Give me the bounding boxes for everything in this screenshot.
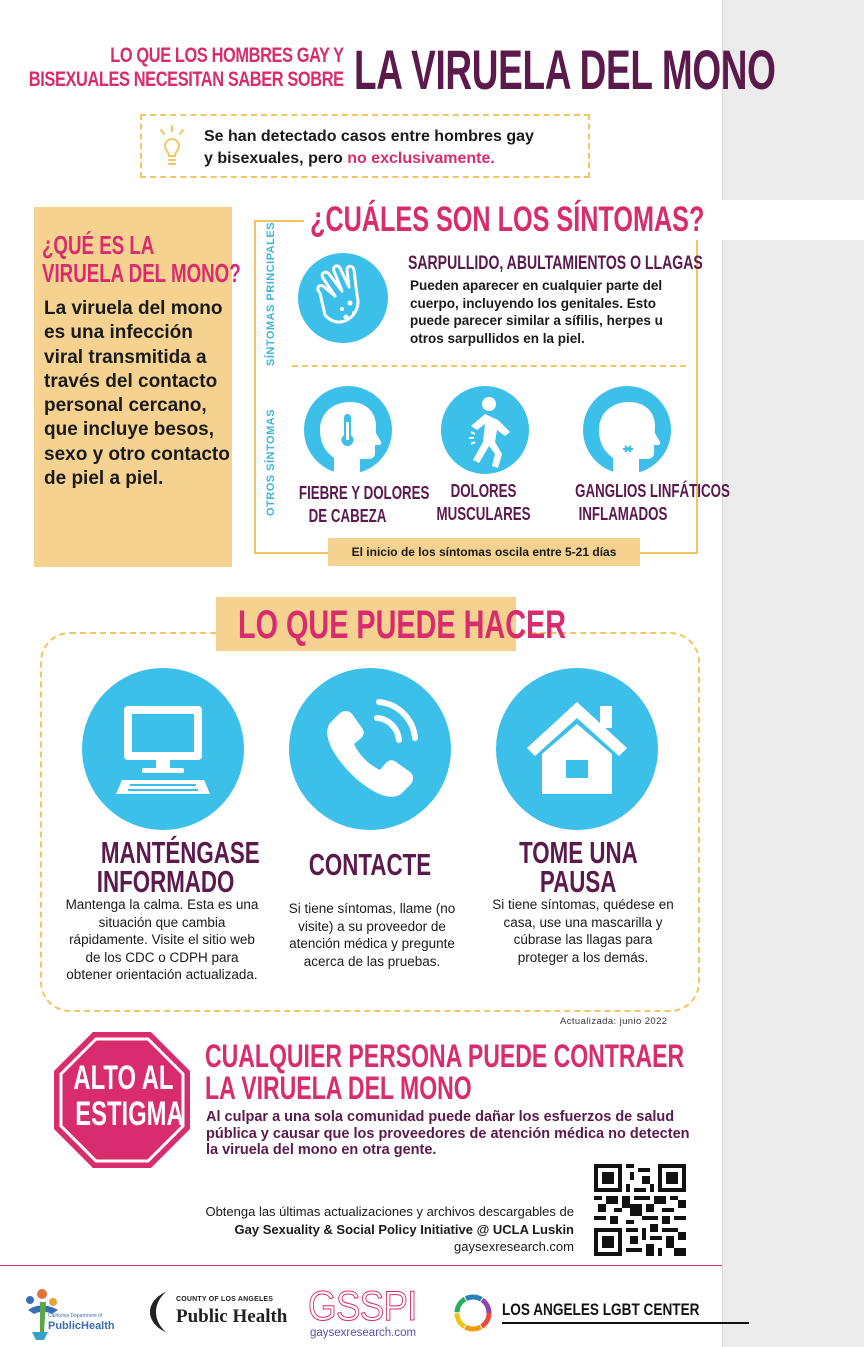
notice-highlight: no exclusivamente. [347, 150, 495, 167]
symptom-fever-line1: FIEBRE Y DOLORES [298, 483, 430, 503]
stigma-title [205, 1040, 684, 1104]
what-is-body: La viruela del mono es una infección viral transmitida a través del contacto personal cercano, que incluye besos, sexo y otro contacto de piel a piel. [44, 298, 230, 490]
symptom-muscle-line2: MUSCULARES [436, 504, 531, 524]
page-title: LA VIRUELA DEL MONO [354, 38, 776, 101]
stigma-title-line1: CUALQUIER PERSONA PUEDE CONTRAER [205, 1038, 685, 1074]
stay-informed-head2: INFORMADO [96, 864, 235, 899]
take-pause-heading [488, 835, 668, 899]
what-to-do-title-box [216, 597, 567, 651]
contact-head1: CONTACTE [308, 847, 432, 882]
info-line1: Obtenga las últimas actualizaciones y archivos descargables de [205, 1204, 574, 1219]
symptom-glands-line1: GANGLIOS LINFÁTICOS [575, 481, 730, 501]
notice-line2 [204, 148, 534, 170]
symptom-muscle-line1: DOLORES [451, 481, 517, 501]
stop-line1: ALTO AL [73, 1059, 174, 1097]
cdph-small-text: California Department of [48, 1313, 103, 1319]
what-is-box [34, 207, 241, 567]
contact-text: Si tiene síntomas, llame (no visite) a su proveedor de atención médica y pregunte acerca de las pruebas. [288, 901, 456, 969]
gsspi-text: GSSPI [308, 1282, 417, 1329]
symptom-fever-label [276, 482, 430, 528]
main-symptom-heading: SARPULLIDO, ABULTAMIENTOS O LLAGAS [408, 253, 703, 274]
contact-heading [282, 847, 458, 882]
updated-date: Actualizada: junio 2022 [560, 1016, 668, 1027]
notice-text [204, 126, 534, 170]
notice-line2-plain: y bisexuales, pero [204, 150, 348, 167]
notice-line1: Se han detectado casos entre hombres gay [204, 128, 534, 145]
main-symptom-description: Pueden aparecer en cualquier parte del cuerpo, incluyendo los genitales. Esto puede parecer similar a sífilis, herpes u otros sarpullidos en la piel. [410, 278, 663, 346]
muscle-pain-icon [441, 386, 529, 474]
symptom-glands-line2: INFLAMADOS [578, 504, 668, 524]
la-county-seal-icon [146, 1290, 172, 1334]
qr-code[interactable] [594, 1164, 686, 1256]
computer-icon [82, 668, 244, 830]
la-county-logo[interactable] [146, 1288, 294, 1336]
gsspi-wordmark [308, 1284, 431, 1328]
symptoms-title-wrap [304, 200, 864, 240]
footer-divider [0, 1265, 722, 1266]
symptoms-divider [292, 365, 686, 367]
other-symptoms-label: OTROS SÍNTOMAS [265, 408, 277, 516]
info-line3: gaysexresearch.com [454, 1239, 574, 1254]
header-subtitle-line1: LO QUE LOS HOMBRES GAY Y [110, 44, 345, 67]
stop-sign-text [52, 1060, 192, 1132]
phone-icon [289, 668, 451, 830]
stay-informed-head1: MANTÉNGASE [100, 835, 260, 870]
cdph-logo[interactable] [22, 1280, 132, 1342]
home-icon [496, 668, 658, 830]
symptom-onset-banner: El inicio de los síntomas oscila entre 5-21 días [328, 538, 640, 566]
symptom-glands-label [548, 480, 730, 526]
info-line2: Gay Sexuality & Social Policy Initiative @ UCLA Luskin [234, 1221, 574, 1237]
la-small-text: COUNTY OF LOS ANGELES [176, 1296, 274, 1303]
stay-informed-text: Mantenga la calma. Esta es una situación que cambia rápidamente. Visite el sitio web de los CDC o CDPH para obtener orientación actualizada. [65, 897, 259, 982]
take-pause-head2: PAUSA [539, 864, 617, 899]
take-pause-head1: TOME UNA [518, 835, 638, 870]
lgbt-center-text [502, 1300, 749, 1324]
stay-informed-heading [70, 835, 260, 899]
stop-line2: ESTIGMA [75, 1095, 184, 1133]
cdph-figures-icon [22, 1280, 62, 1342]
gsspi-url: gaysexresearch.com [310, 1327, 417, 1339]
what-to-do-title: LO QUE PUEDE HACER [238, 603, 567, 647]
cdph-big-text: PublicHealth [48, 1320, 115, 1332]
symptom-fever-line2: DE CABEZA [309, 506, 387, 526]
stigma-title-line2: LA VIRUELA DEL MONO [205, 1070, 472, 1106]
lgbt-center-label: LOS ANGELES LGBT CENTER [502, 1300, 700, 1319]
rash-hand-icon [298, 253, 388, 343]
main-symptoms-label: SÍNTOMAS PRINCIPALES [265, 221, 277, 366]
stigma-body: Al culpar a una sola comunidad puede dañar los esfuerzos de salud pública y causar que los proveedores de atención médica no detecten la viruela del mono en otra gente. [206, 1109, 690, 1158]
take-pause-text: Si tiene síntomas, quédese en casa, use una mascarilla y cúbrase las llagas para proteger a los demás. [492, 897, 674, 965]
lgbt-center-rainbow-icon [452, 1292, 494, 1334]
stop-stigma-sign [52, 1030, 192, 1170]
header-subtitle-line2: BISEXUALES NECESITAN SABER SOBRE [29, 68, 344, 91]
fever-head-icon [304, 386, 392, 474]
info-text [205, 1203, 574, 1256]
gsspi-logo[interactable] [308, 1284, 434, 1342]
swollen-glands-icon [583, 386, 671, 474]
symptom-muscle-label [412, 480, 556, 526]
what-is-title-line1: ¿QUÉ ES LA [42, 230, 155, 260]
lightbulb-icon [156, 124, 188, 170]
la-big-text: Public Health [176, 1306, 288, 1327]
what-is-title [42, 231, 241, 287]
la-lgbt-center-logo[interactable] [452, 1290, 706, 1336]
what-is-title-line2: VIRUELA DEL MONO? [42, 258, 241, 288]
symptoms-title: ¿CUÁLES SON LOS SÍNTOMAS? [310, 200, 705, 239]
notice-box [140, 114, 590, 178]
header-subtitle [29, 44, 344, 92]
